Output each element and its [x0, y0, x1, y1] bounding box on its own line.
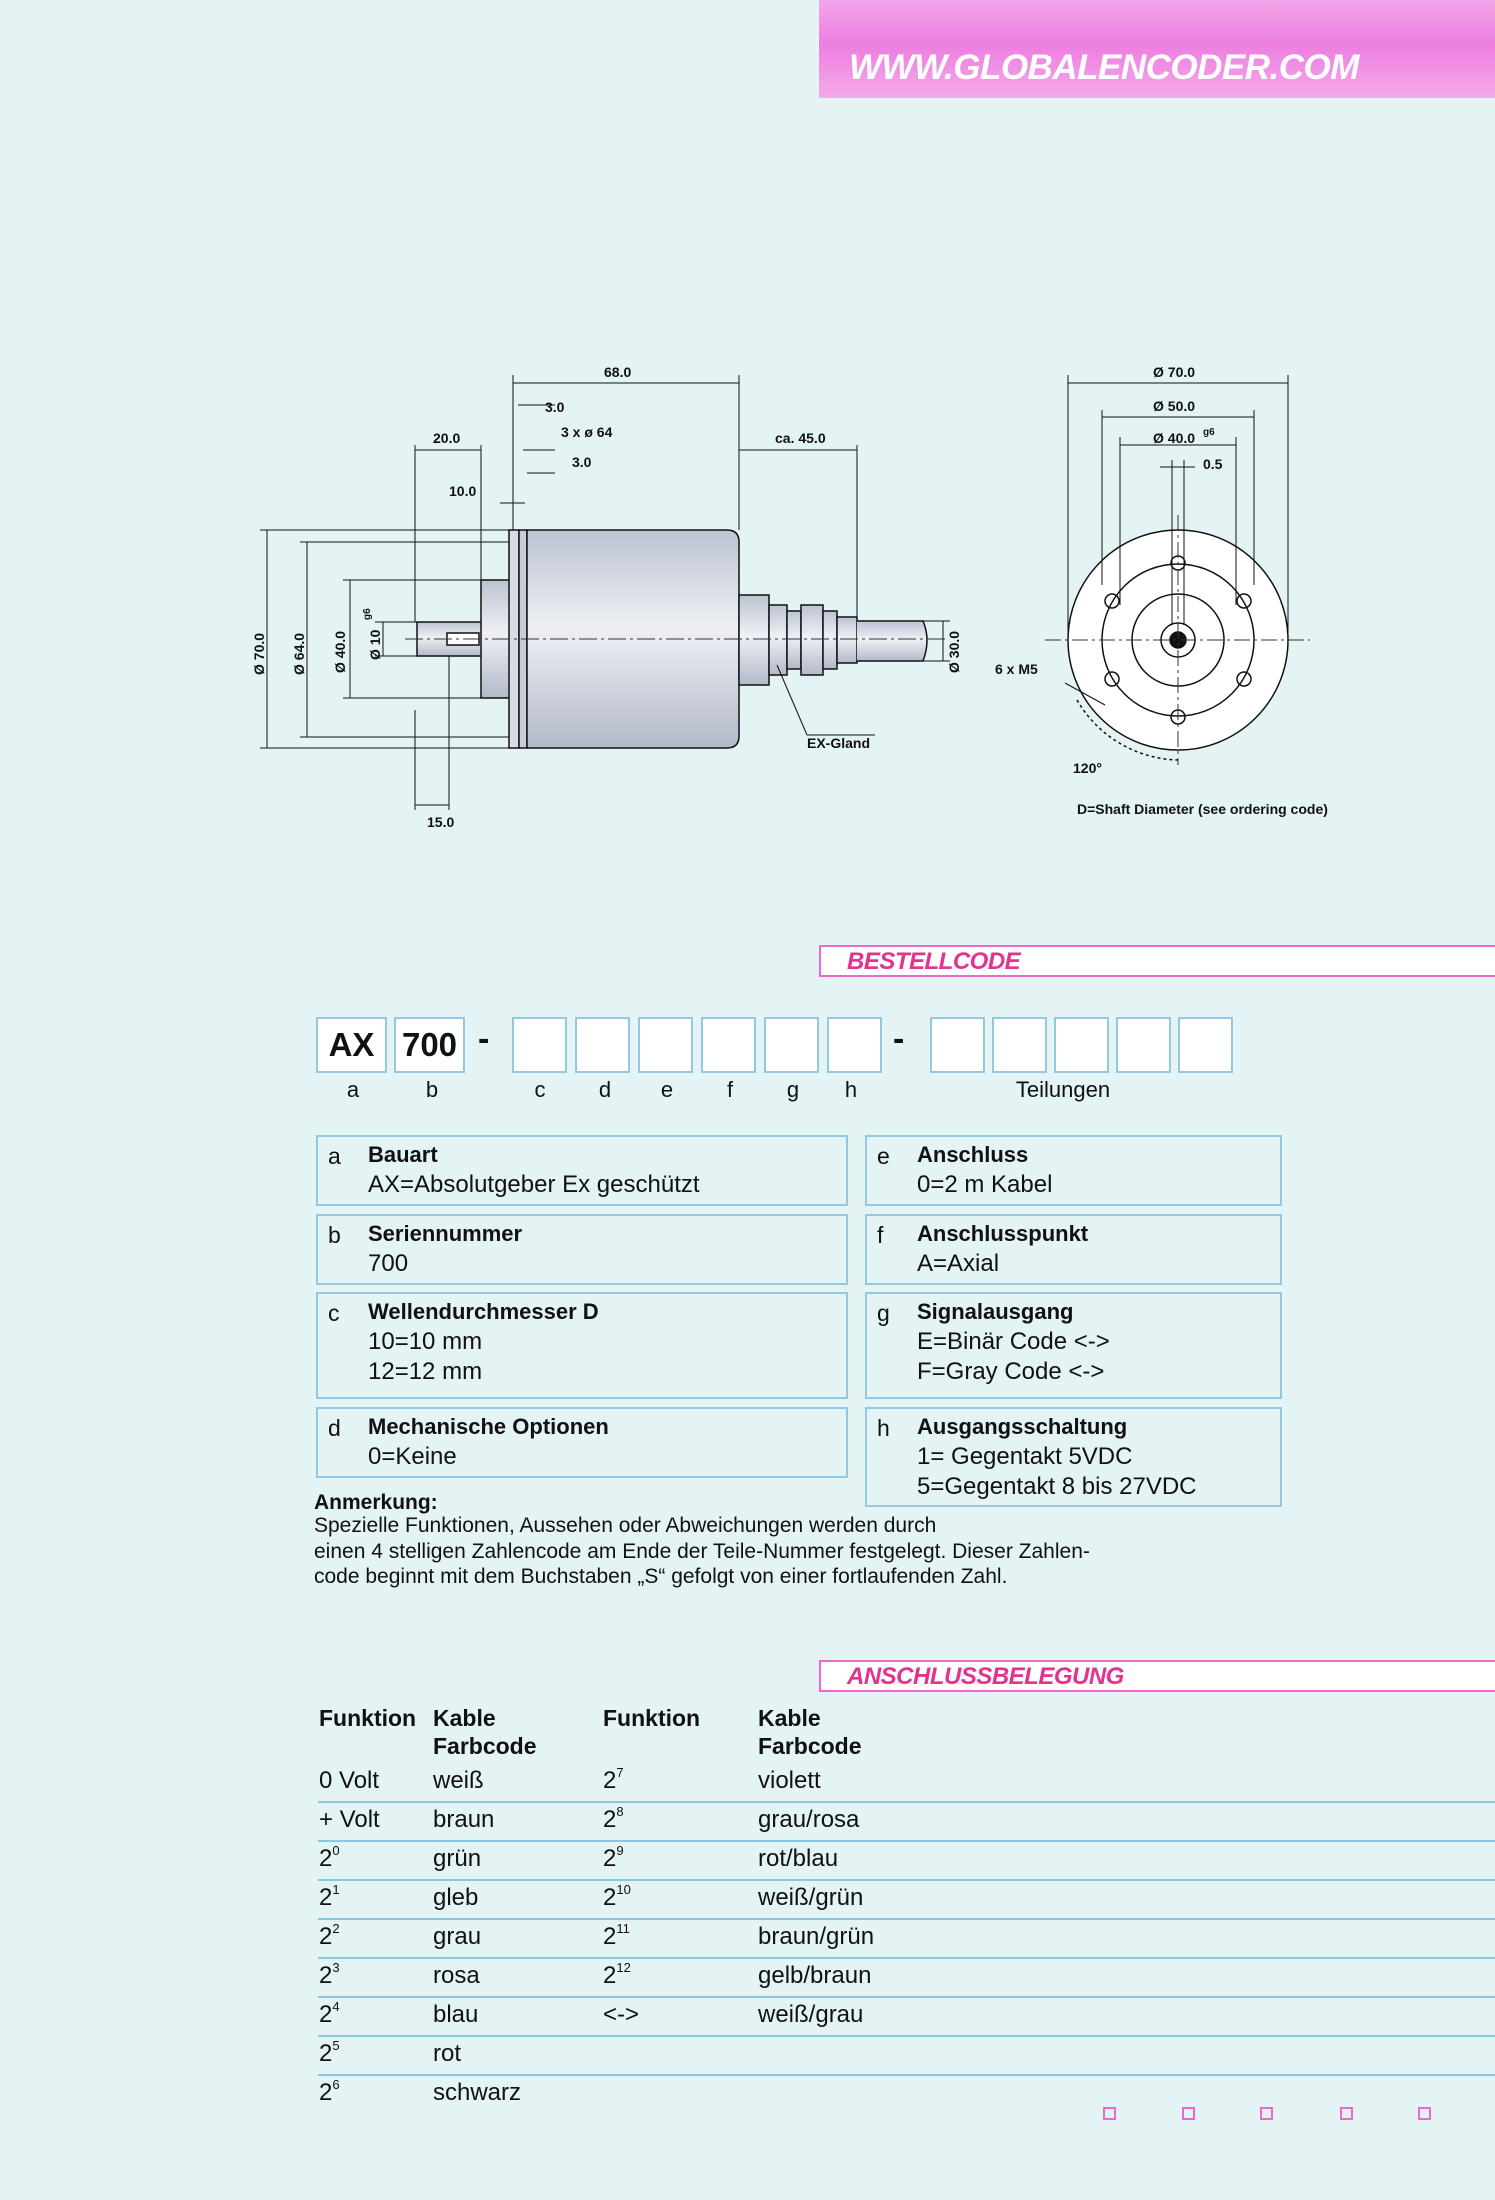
pin-color-right: violett — [758, 1767, 821, 1794]
front-dim-o70: Ø 70.0 — [1153, 364, 1196, 380]
table-row-divider — [318, 1879, 1495, 1881]
option-letter: c — [328, 1300, 340, 1326]
pin-function-left: + Volt — [319, 1806, 380, 1833]
option-letter: b — [328, 1222, 341, 1248]
front-dim-05: 0.5 — [1203, 456, 1223, 472]
note-line-2: einen 4 stelligen Zahlencode am Ende der Teile-Nummer festgelegt. Dieser Zahlen- — [314, 1540, 1090, 1563]
option-letter: a — [328, 1143, 341, 1169]
col-farbcode-1: Farbcode — [433, 1733, 537, 1759]
option-value: F=Gray Code <-> — [917, 1358, 1105, 1385]
angle-label: 120° — [1073, 760, 1102, 776]
option-letter: e — [877, 1143, 890, 1169]
col-funktion-2: Funktion — [603, 1705, 701, 1731]
ex-gland-label: EX-Gland — [807, 735, 871, 751]
footer-square — [1340, 2107, 1353, 2120]
option-box-c — [316, 1292, 848, 1399]
pin-color-left: rot — [433, 2040, 462, 2067]
col-kable-2: Kable — [758, 1705, 821, 1731]
option-title: Ausgangsschaltung — [917, 1414, 1128, 1439]
bestellcode-header — [819, 945, 1495, 977]
pin-color-left: schwarz — [433, 2079, 522, 2106]
option-title: Mechanische Optionen — [368, 1414, 609, 1439]
pin-color-right: grau/rosa — [758, 1806, 860, 1833]
option-box-h — [865, 1407, 1282, 1507]
pin-function-right: <-> — [603, 2001, 640, 2028]
anschluss-header — [819, 1660, 1495, 1692]
footer-square — [1103, 2107, 1116, 2120]
option-box-d — [316, 1407, 848, 1478]
code-slot-teilung-5[interactable] — [1178, 1017, 1233, 1073]
pin-color-left: rosa — [433, 1962, 480, 1989]
option-letter: f — [877, 1222, 884, 1248]
pin-function-right: $2^9$ — [603, 1843, 624, 1872]
pin-color-right: braun/grün — [758, 1923, 875, 1950]
dim-3b: 3.0 — [572, 454, 592, 470]
option-value: 5=Gegentakt 8 bis 27VDC — [917, 1473, 1197, 1500]
front-dim-o50: Ø 50.0 — [1153, 398, 1196, 414]
pin-color-left: gleb — [433, 1884, 479, 1911]
option-title: Anschlusspunkt — [917, 1221, 1089, 1246]
option-value: E=Binär Code <-> — [917, 1328, 1110, 1355]
pin-function-left: $2^3$ — [319, 1960, 340, 1989]
option-title: Seriennummer — [368, 1221, 523, 1246]
dim-o64: Ø 64.0 — [291, 632, 307, 675]
pin-function-right: $2^7$ — [603, 1765, 624, 1794]
code-letter-f: f — [726, 1077, 734, 1102]
option-title: Bauart — [368, 1142, 438, 1167]
pin-function-left: $2^4$ — [319, 1999, 340, 2028]
option-box-a — [316, 1135, 848, 1206]
code-slot-f[interactable] — [701, 1017, 756, 1073]
pin-function-right: $2^{12}$ — [603, 1960, 631, 1989]
dim-o30: Ø 30.0 — [946, 630, 962, 673]
note-line-1: Spezielle Funktionen, Aussehen oder Abweichungen werden durch — [314, 1514, 937, 1537]
code-slot-teilung-2[interactable] — [992, 1017, 1047, 1073]
pin-function-right: $2^{11}$ — [603, 1921, 630, 1950]
code-slot-e[interactable] — [638, 1017, 693, 1073]
option-value: 12=12 mm — [368, 1358, 483, 1385]
code-letter-c: c — [534, 1077, 546, 1102]
dim-ca45: ca. 45.0 — [775, 430, 826, 446]
dim-10: 10.0 — [449, 483, 477, 499]
code-letter-h: h — [844, 1077, 858, 1102]
option-title: Signalausgang — [917, 1299, 1074, 1324]
code-slot-h[interactable] — [827, 1017, 882, 1073]
option-title: Anschluss — [917, 1142, 1029, 1167]
pin-function-right: $2^{10}$ — [603, 1882, 631, 1911]
dim-3a: 3.0 — [545, 399, 565, 415]
footer-square — [1260, 2107, 1273, 2120]
pin-function-left: $2^0$ — [319, 1843, 340, 1872]
dim-o10-tolerance: g6 — [362, 608, 373, 620]
pin-function-left: $2^5$ — [319, 2038, 340, 2067]
option-letter: d — [328, 1415, 341, 1441]
option-value: 1= Gegentakt 5VDC — [917, 1443, 1133, 1470]
code-letter-e: e — [660, 1077, 674, 1102]
dim-68: 68.0 — [604, 364, 632, 380]
front-dim-o40-tolerance: g6 — [1203, 427, 1215, 438]
dim-3xo64: 3 x ø 64 — [561, 424, 613, 440]
pin-color-left: weiß — [433, 1767, 484, 1794]
table-row-divider — [318, 1957, 1495, 1959]
option-box-g — [865, 1292, 1282, 1399]
teilungen-label: Teilungen — [1015, 1077, 1111, 1102]
front-dim-o40: Ø 40.0 — [1153, 430, 1196, 446]
table-row-divider — [318, 2035, 1495, 2037]
code-slot-teilung-1[interactable] — [930, 1017, 985, 1073]
pin-function-left: 0 Volt — [319, 1767, 380, 1794]
option-value: 700 — [368, 1250, 409, 1277]
code-dash-1: - — [478, 1020, 490, 1058]
table-row-divider — [318, 1996, 1495, 1998]
pin-color-right: rot/blau — [758, 1845, 839, 1872]
option-value: A=Axial — [917, 1250, 1000, 1277]
pin-color-right: gelb/braun — [758, 1962, 872, 1989]
bestellcode-title: BESTELLCODE — [847, 948, 1021, 975]
pin-function-left: $2^2$ — [319, 1921, 340, 1950]
pin-function-right: $2^8$ — [603, 1804, 624, 1833]
table-row-divider — [318, 1840, 1495, 1842]
code-letter-g: g — [786, 1077, 800, 1102]
code-slot-teilung-3[interactable] — [1054, 1017, 1109, 1073]
code-letter-d: d — [598, 1077, 612, 1102]
code-slot-c[interactable] — [512, 1017, 567, 1073]
dim-o40: Ø 40.0 — [332, 630, 348, 673]
code-box-b: 700 — [394, 1017, 465, 1073]
option-box-b — [316, 1214, 848, 1285]
front-view-drawing — [985, 355, 1355, 835]
holes-label: 6 x M5 — [995, 661, 1038, 677]
pin-color-left: grün — [433, 1845, 482, 1872]
col-kable-1: Kable — [433, 1705, 496, 1731]
pin-color-left: blau — [433, 2001, 479, 2028]
side-view-drawing — [251, 355, 975, 845]
col-funktion-1: Funktion — [319, 1705, 417, 1731]
option-value: 10=10 mm — [368, 1328, 483, 1355]
pin-color-right: weiß/grau — [758, 2001, 864, 2028]
option-box-e — [865, 1135, 1282, 1206]
footer-square — [1182, 2107, 1195, 2120]
dim-o10: Ø 10 — [367, 629, 383, 660]
option-value: AX=Absolutgeber Ex geschützt — [368, 1171, 700, 1198]
option-value: 0=Keine — [368, 1443, 457, 1470]
code-box-a: AX — [316, 1017, 387, 1073]
dim-o70: Ø 70.0 — [251, 632, 267, 675]
col-farbcode-2: Farbcode — [758, 1733, 862, 1759]
code-slot-teilung-4[interactable] — [1116, 1017, 1171, 1073]
option-value: 0=2 m Kabel — [917, 1171, 1053, 1198]
option-box-f — [865, 1214, 1282, 1285]
code-letter-a: a — [346, 1077, 360, 1102]
website-url[interactable]: WWW.GLOBALENCODER.COM — [849, 48, 1359, 87]
table-row-divider — [318, 1918, 1495, 1920]
note-line-3: code beginnt mit dem Buchstaben „S“ gefolgt von einer fortlaufenden Zahl. — [314, 1565, 1008, 1588]
dim-15: 15.0 — [427, 814, 455, 830]
pin-color-left: braun — [433, 1806, 495, 1833]
pin-function-left: $2^1$ — [319, 1882, 340, 1911]
table-row-divider — [318, 1801, 1495, 1803]
pin-color-right: weiß/grün — [758, 1884, 864, 1911]
option-title: Wellendurchmesser D — [368, 1299, 599, 1324]
footer-square — [1418, 2107, 1431, 2120]
dim-20: 20.0 — [433, 430, 461, 446]
table-row-divider — [318, 2074, 1495, 2076]
anschluss-title: ANSCHLUSSBELEGUNG — [847, 1663, 1124, 1690]
code-letter-b: b — [425, 1077, 439, 1102]
option-letter: h — [877, 1415, 890, 1441]
pin-color-left: grau — [433, 1923, 482, 1950]
code-slot-g[interactable] — [764, 1017, 819, 1073]
url-banner — [819, 0, 1495, 98]
note-title: Anmerkung: — [314, 1491, 438, 1514]
code-slot-d[interactable] — [575, 1017, 630, 1073]
pin-function-left: $2^6$ — [319, 2077, 340, 2106]
shaft-caption: D=Shaft Diameter (see ordering code) — [1077, 801, 1328, 817]
option-letter: g — [877, 1300, 890, 1326]
code-dash-2: - — [893, 1020, 905, 1058]
